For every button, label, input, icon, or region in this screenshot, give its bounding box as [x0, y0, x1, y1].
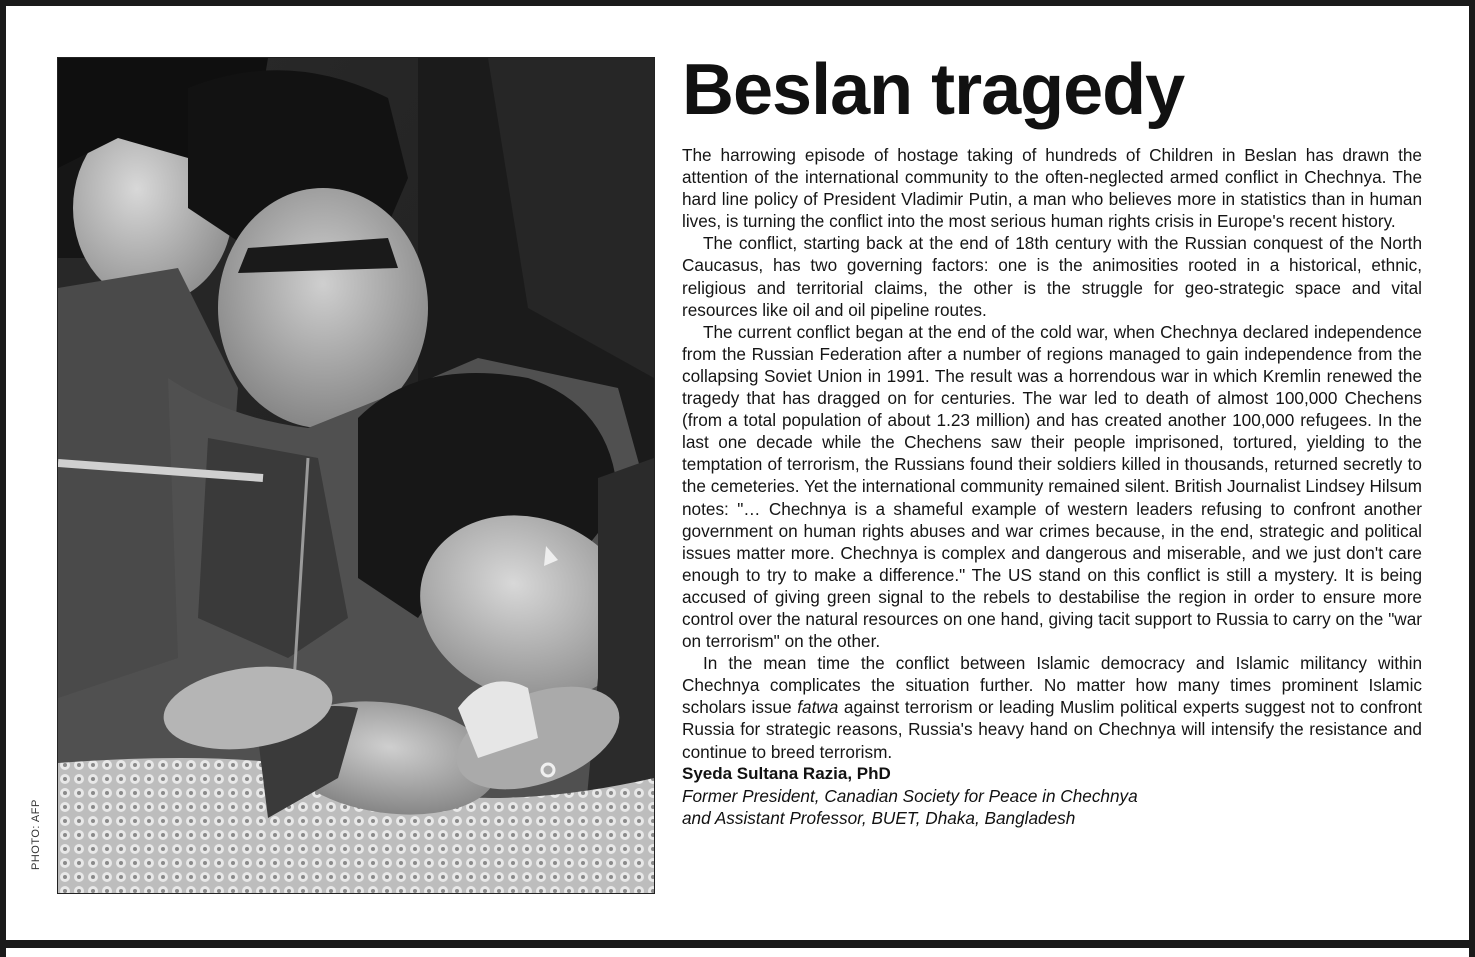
paragraph-4: [682, 652, 1422, 762]
headline: Beslan tragedy: [682, 50, 1185, 130]
photo-credit: PHOTO: AFP: [30, 799, 42, 870]
paragraph-4-start: In the mean time the conflict between Islamic democracy and Islamic militancy within Chechnya complicates the situation further. No matter how many times prominent Islamic scholars issue: [682, 653, 1422, 718]
author-affiliation-2: and Assistant Professor, BUET, Dhaka, Bangladesh: [682, 807, 1076, 828]
article: [682, 50, 1422, 829]
photo-grayscale-illustration: [58, 58, 654, 893]
paragraph-1: The harrowing episode of hostage taking of hundreds of Children in Beslan has drawn the attention of the international community to the often-neglected armed conflict in Chechnya. The hard line policy of President Vladimir Putin, a man who believes more in statistics than in human lives, is turning the conflict into the most serious human rights crisis in Europe's recent history.: [682, 145, 1422, 232]
page-border-bottom: [0, 940, 1475, 948]
page-border-right: [1469, 0, 1475, 957]
paragraph-3: The current conflict began at the end of the cold war, when Chechnya declared independence from the Russian Federation after a number of regions managed to gain independence from the collapsing Soviet Union in 1991. The result was a horrendous war in which Kremlin renewed the tragedy that has dragged on for centuries. The war led to death of almost 100,000 Chechens (from a total population of about 1.23 million) and has created another 100,000 refugees. In the last one decade while the Chechens saw their people imprisoned, tortured, yielding to the temptation of terrorism, the Russians found their soldiers killed in thousands, returned secretly to the cemeteries. Yet the international community remained silent. British Journalist Lindsey Hilsum notes: "… Chechnya is a shameful example of western leaders refusing to confront another government on human rights abuses and war crimes because, in the end, strategic and political issues matter more. Chechnya is complex and dangerous and miserable, and we just don't care enough to try to make a difference." The US stand on this conflict is still a mystery. It is being accused of giving green signal to the rebels to destabilise the region in order to ensure more control over the natural resources on one hand, giving tacit support to Russia to carry on the "war on terrorism" on the other.: [682, 321, 1422, 652]
page-border-top: [0, 0, 1475, 6]
author-affiliation-1: Former President, Canadian Society for Peace in Chechnya: [682, 785, 1138, 806]
page-border-left: [0, 0, 6, 957]
fatwa-italic: fatwa: [797, 697, 839, 718]
author-name: Syeda Sultana Razia, PhD: [682, 763, 891, 783]
article-body: [682, 144, 1422, 763]
news-photo: [57, 57, 655, 894]
paragraph-4-end: against terrorism or leading Muslim political experts suggest not to confront Russia for strategic reasons, Russia's heavy hand on Chechnya will intensify the resistance and continue to breed terrorism.: [682, 697, 1422, 762]
paragraph-2: The conflict, starting back at the end of 18th century with the Russian conquest of the North Caucasus, has two governing factors: one is the animosities rooted in a historical, ethnic, religious and territorial claims, the other is the struggle for geo-strategic space and vital resources like oil and oil pipeline routes.: [682, 233, 1422, 320]
